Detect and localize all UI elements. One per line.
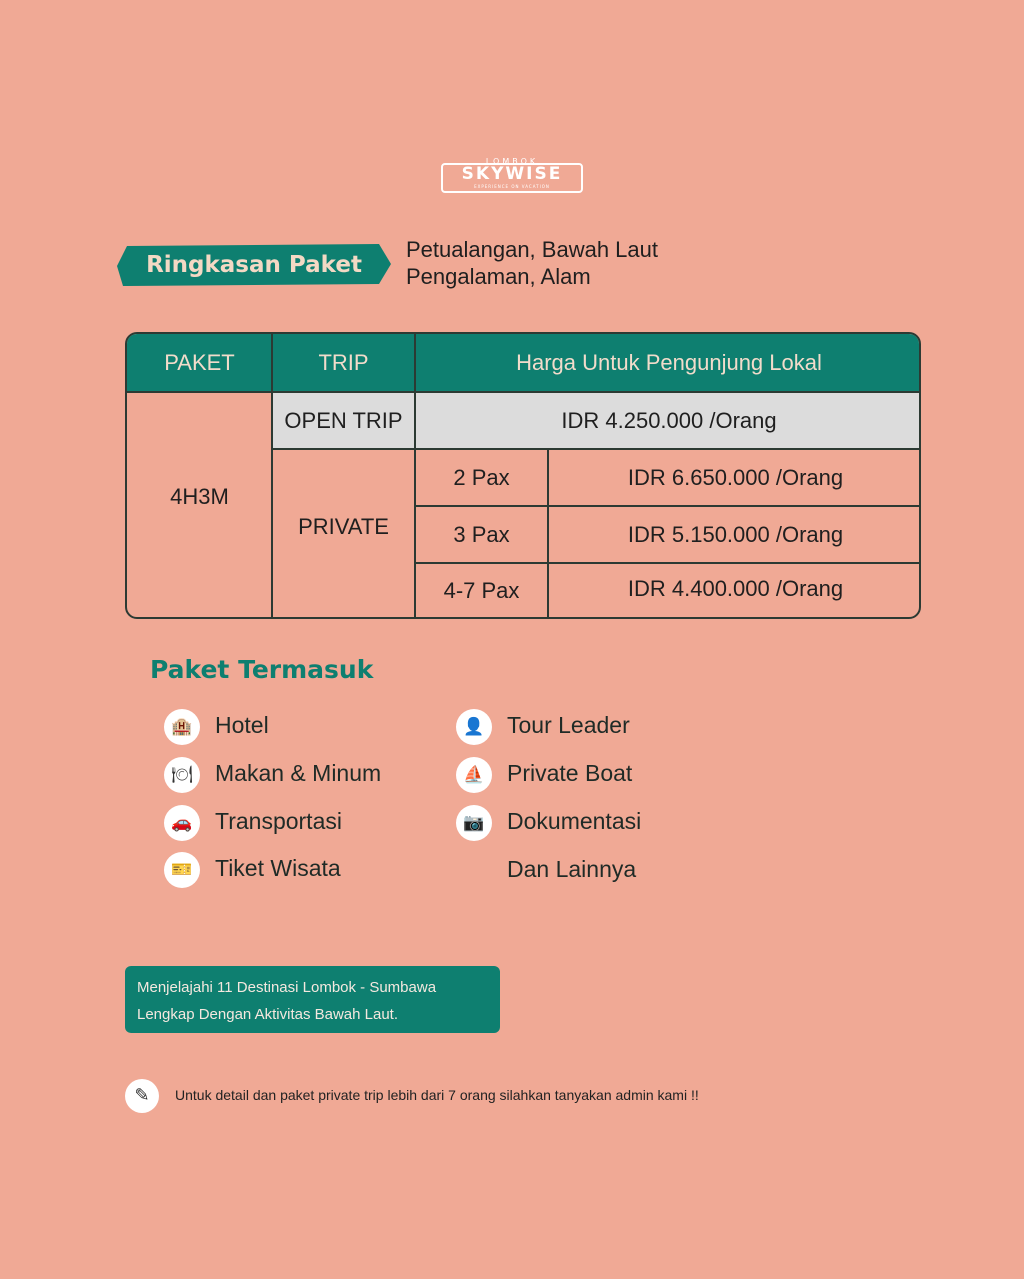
included-label: Tour Leader xyxy=(507,712,630,738)
logo-top-text: LOMBOK xyxy=(485,157,539,166)
table-header xyxy=(127,334,921,392)
brand-logo xyxy=(441,157,583,191)
boat-icon: ⛵ xyxy=(456,757,492,793)
private-label: PRIVATE xyxy=(298,514,389,539)
car-icon: 🚗 xyxy=(164,805,200,841)
summary-badge-label: Ringkasan Paket xyxy=(146,252,362,278)
summary-description xyxy=(406,236,658,290)
included-title: Paket Termasuk xyxy=(150,655,374,684)
included-label: Transportasi xyxy=(215,808,342,834)
paket-value: 4H3M xyxy=(170,484,229,509)
camera-icon: 📷 xyxy=(456,805,492,841)
summary-line-1: Petualangan, Bawah Laut xyxy=(406,237,658,262)
divider xyxy=(271,334,273,619)
included-label: Dan Lainnya xyxy=(507,856,637,882)
tour-leader-icon: 👤 xyxy=(456,709,492,745)
open-trip-price: IDR 4.250.000 /Orang xyxy=(561,408,777,433)
pax-4-7: 4-7 Pax xyxy=(443,578,520,603)
destinations-note xyxy=(125,966,500,1033)
pax-3: 3 Pax xyxy=(453,522,510,547)
logo-main-text: SKYWISE xyxy=(461,164,563,184)
price-2-pax: IDR 6.650.000 /Orang xyxy=(627,465,844,490)
pax-2: 2 Pax xyxy=(453,465,510,490)
divider xyxy=(415,562,921,564)
logo-sub-text: EXPERIENCE ON VACATION xyxy=(474,184,550,189)
included-label: Hotel xyxy=(215,712,269,738)
food-icon: 🍽 xyxy=(164,757,200,793)
header-paket: PAKET xyxy=(164,350,235,375)
header-trip: TRIP xyxy=(318,350,369,375)
note-line-2: Lengkap Dengan Aktivitas Bawah Laut. xyxy=(137,1006,399,1023)
divider xyxy=(415,505,921,507)
divider xyxy=(127,391,921,393)
header-harga: Harga Untuk Pengunjung Lokal xyxy=(516,350,822,375)
summary-badge xyxy=(117,242,391,288)
summary-line-2: Pengalaman, Alam xyxy=(406,264,591,289)
ticket-icon: 🎫 xyxy=(164,852,200,888)
included-label: Makan & Minum xyxy=(215,760,382,786)
price-3-pax: IDR 5.150.000 /Orang xyxy=(627,522,844,547)
included-label: Tiket Wisata xyxy=(215,855,341,881)
price-table xyxy=(125,332,921,619)
open-trip-label: OPEN TRIP xyxy=(284,408,403,433)
footer-note: Untuk detail dan paket private trip lebih dari 7 orang silahkan tanyakan admin kami !! xyxy=(175,1087,699,1103)
price-4-7-pax: IDR 4.400.000 /Orang xyxy=(627,576,844,601)
included-label: Private Boat xyxy=(507,760,633,786)
included-label: Dokumentasi xyxy=(507,808,642,834)
edit-icon: ✎ xyxy=(125,1079,159,1113)
note-line-1: Menjelajahi 11 Destinasi Lombok - Sumbawa xyxy=(137,979,437,996)
hotel-icon: 🏨 xyxy=(164,709,200,745)
divider xyxy=(272,448,921,450)
